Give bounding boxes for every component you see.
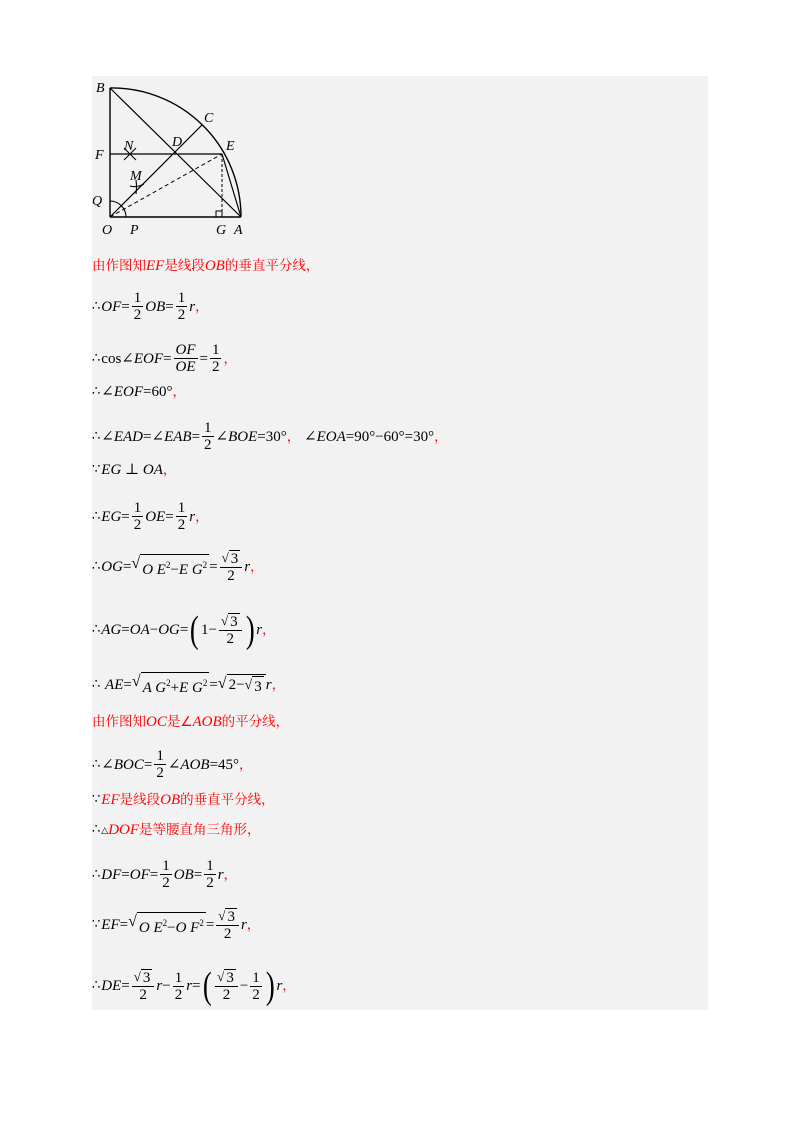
text-13a: EF	[101, 792, 120, 808]
line-3: ∴ cos∠ EOF = $\frac{OF}{OE}$ = $\frac{1}{2}$ ，	[92, 342, 237, 375]
line-12: ∴ ∠ BOC = $\frac{1}{2}$ ∠ AOB =45° ，	[92, 748, 253, 781]
text-1c: 是线段	[164, 258, 205, 274]
label-D: D	[172, 135, 183, 150]
text-11e: 的平分线，	[221, 714, 290, 730]
line-7: ∴ EG = $\frac{1}{2}$ OE = $\frac{1}{2}$ r ，	[92, 500, 209, 533]
label-A: A	[234, 223, 243, 238]
line-10: ∴ AE = √ A $G^2+E$ $G^2$ = √ 2− √ 3 r ，	[92, 673, 286, 696]
text-1d: OB	[204, 258, 225, 274]
text-13c: OB	[160, 792, 181, 808]
line-1	[92, 256, 319, 276]
text-14b: 是等腰直角三角形，	[139, 822, 261, 838]
text-1a: 由作图知	[92, 258, 146, 274]
line-17: ∴ DE = √ 3 2 r − $\frac{1}{2}$ r = ( √ 3 2 − $\frac{1}{2}$ ) r ，	[92, 965, 296, 1007]
label-G: G	[216, 223, 227, 238]
solution-panel	[92, 76, 708, 1010]
text-13d: 的垂直平分线，	[180, 792, 275, 808]
right-angle-mark	[216, 211, 222, 217]
text-1e: 的垂直平分线，	[224, 258, 320, 274]
label-F: F	[95, 148, 104, 163]
line-16: ∵ EF = √ O $E^2-O$ $F^2$ = √ 3 2 r ，	[92, 908, 261, 942]
label-O: O	[102, 223, 113, 238]
segment-OE-dashed	[110, 154, 222, 217]
line-9: ∴ AG = OA − OG = ( 1− √ 3 2 ) r ，	[92, 609, 276, 651]
line-11	[92, 712, 289, 732]
label-B: B	[96, 81, 105, 96]
line-15: ∴ DF = OF = $\frac{1}{2}$ OB = $\frac{1}{2}$ r ，	[92, 858, 238, 891]
label-C: C	[204, 111, 214, 126]
label-E: E	[226, 139, 235, 154]
line-13: ∵ EF 是线段 OB 的垂直平分线，	[92, 792, 275, 808]
text-11b: OC	[146, 714, 167, 730]
text-11d: AOB	[192, 714, 222, 730]
text-13b: 是线段	[119, 792, 161, 808]
line-14: ∴ △ DOF 是等腰直角三角形，	[92, 822, 261, 838]
text-14a: DOF	[108, 822, 140, 838]
label-Q: Q	[92, 194, 103, 209]
geometry-figure	[92, 76, 262, 244]
label-P: P	[130, 223, 139, 238]
line-6: ∵ EG ⊥ OA ，	[92, 462, 177, 478]
text-11a: 由作图知	[92, 714, 146, 730]
text-11c: 是∠	[166, 714, 193, 730]
label-N: N	[124, 139, 134, 154]
label-M: M	[130, 169, 142, 184]
line-5: ∴ ∠ EAD =∠ EAB = $\frac{1}{2}$ ∠ BOE =30° ， ∠ EOA =90°−60°=30° ，	[92, 420, 448, 453]
line-8: ∴ OG = √ O $E^2-E$ $G^2$ = √ 3 2 r ，	[92, 550, 264, 584]
line-2: ∴ OF = $\frac{1}{2}$ OB = $\frac{1}{2}$ r ，	[92, 290, 209, 323]
text-1b: EF	[146, 258, 165, 274]
line-4: ∴ ∠ EOF =60° ，	[92, 384, 186, 400]
